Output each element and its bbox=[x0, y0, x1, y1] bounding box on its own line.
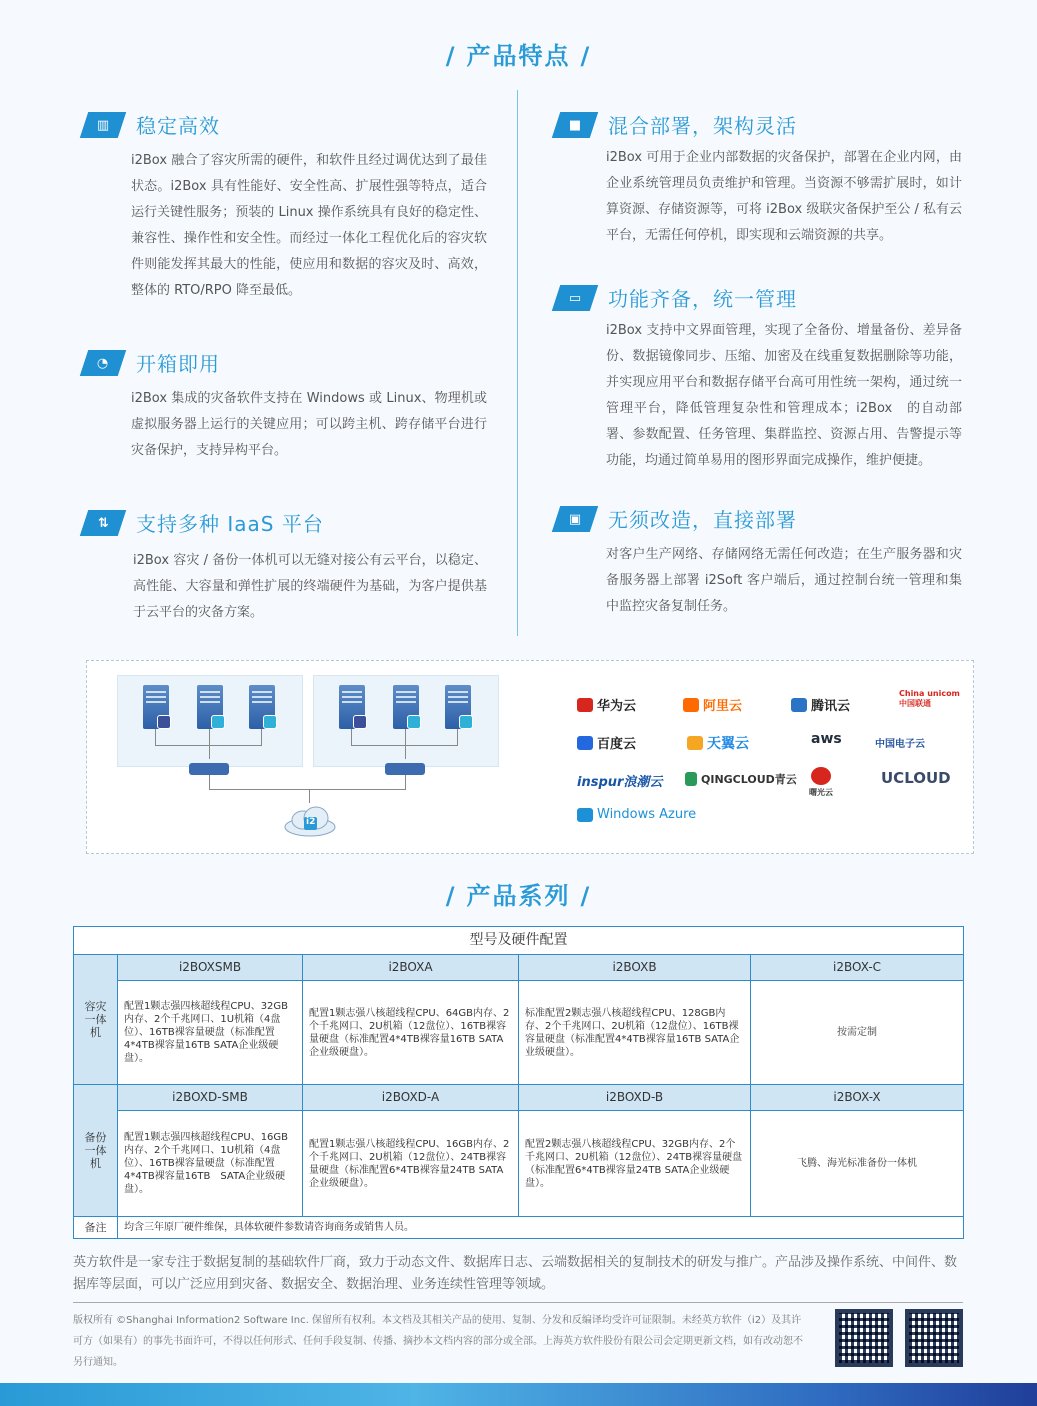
cloud-logo: 曙光云 bbox=[809, 767, 833, 798]
feature-body: i2Box 容灾 / 备份一体机可以无缝对接公有云平台，以稳定、高性能、大容量和弹性扩展的终端硬件为基础，为客户提供基于云平台的灾备方案。 bbox=[133, 553, 487, 620]
feature-heading-deploy bbox=[556, 504, 797, 533]
feature-heading-iaas bbox=[84, 508, 324, 537]
note-text: 均含三年原厂硬件维保，具体软硬件参数请咨询商务或销售人员。 bbox=[118, 1217, 964, 1239]
agent-badge-icon bbox=[407, 715, 421, 729]
agent-badge-icon bbox=[211, 715, 225, 729]
feature-title: 支持多种 IaaS 平台 bbox=[136, 512, 324, 536]
config-cell: 按需定制 bbox=[751, 981, 964, 1085]
table-title: 型号及硬件配置 bbox=[74, 927, 964, 955]
model-header: i2BOXD-SMB bbox=[118, 1085, 303, 1111]
category-cell: 备份 一体机 bbox=[74, 1085, 118, 1217]
cloud-logo: 中国电子云 bbox=[875, 739, 925, 750]
note-label: 备注 bbox=[74, 1217, 118, 1239]
category-cell: 容灾 一体机 bbox=[74, 955, 118, 1085]
model-header: i2BOX-X bbox=[751, 1085, 964, 1111]
transfer-icon: ⇅ bbox=[80, 510, 126, 536]
window-icon: ▭ bbox=[552, 285, 598, 311]
config-cell: 飞腾、海光标准备份一体机 bbox=[751, 1111, 964, 1217]
feature-body: 对客户生产网络、存储网络无需任何改造；在生产服务器和灾备服务器上部署 i2Soft 客户端后，通过控制台统一管理和集中监控灾备复制任务。 bbox=[606, 547, 962, 614]
bar-chart-icon: ▥ bbox=[80, 112, 126, 138]
cloud-logo: aws bbox=[811, 731, 842, 747]
bottom-color-bar bbox=[0, 1383, 1037, 1406]
config-cell: 配置1颗志强四核超线程CPU、32GB内存、2个千兆网口、1U机箱（4盘位）、16TB裸容量硬盘（标准配置4*4TB裸容量16TB SATA企业级硬盘）。 bbox=[118, 981, 303, 1085]
config-cell: 配置1颗志强八核超线程CPU、16GB内存、2个千兆网口、2U机箱（12盘位）、24TB裸容量硬盘（标准配置6*4TB裸容量24TB SATA企业级硬盘）。 bbox=[303, 1111, 519, 1217]
cloud-logo: 腾讯云 bbox=[791, 695, 850, 714]
agent-badge-icon bbox=[157, 715, 171, 729]
deploy-icon: ▣ bbox=[552, 506, 598, 532]
copyright-notice: 版权所有 ©Shanghai Information2 Software Inc. 保留所有权利。本文档及其相关产品的使用、复制、分发和反编译均受许可证限制。未经英方软件（i2）及其许可方（如果有）的事先书面许可，不得以任何形式、任何手段复制、传播、摘抄本文档内容的部分或全部。上海英方软件股份有限公司会定期更新文档，如有改动恕不另行通知。 bbox=[73, 1315, 803, 1368]
agent-badge-icon bbox=[459, 715, 473, 729]
switch-icon bbox=[189, 763, 229, 775]
config-cell: 配置1颗志强八核超线程CPU、64GB内存、2个千兆网口、2U机箱（12盘位）、16TB裸容量硬盘（标准配置4*4TB裸容量16TB SATA企业级硬盘）。 bbox=[303, 981, 519, 1085]
feature-heading-manage bbox=[556, 283, 797, 312]
feature-title: 开箱即用 bbox=[136, 352, 220, 376]
feature-heading-ready bbox=[84, 348, 220, 377]
model-header: i2BOXB bbox=[519, 955, 751, 981]
agent-badge-icon bbox=[353, 715, 367, 729]
config-cell: 配置1颗志强四核超线程CPU、16GB内存、2个千兆网口、1U机箱（4盘位）、16TB裸容量硬盘（标准配置4*4TB裸容量16TB SATA企业级硬盘）。 bbox=[118, 1111, 303, 1217]
cloud-label: i2 bbox=[306, 817, 316, 827]
feature-title: 功能齐备，统一管理 bbox=[608, 287, 797, 311]
feature-heading-stable bbox=[84, 110, 220, 139]
config-cell: 配置2颗志强八核超线程CPU、32GB内存、2个千兆网口、2U机箱（12盘位）、24TB裸容量硬盘（标准配置6*4TB裸容量24TB SATA企业级硬盘）。 bbox=[519, 1111, 751, 1217]
cloud-logo: 百度云 bbox=[577, 733, 636, 752]
feature-body: i2Box 融合了容灾所需的硬件，和软件且经过调优达到了最佳状态。i2Box 具有性能好、安全性高、扩展性强等特点，适合运行关键性服务；预装的 Linux 操作系统具有良好的稳定性、兼容性、操作性和安全性。而经过一体化工程优化后的容灾软件则能发挥其最大的性能，使应用和数据的容灾及时、高效，整体的 RTO/RPO 降至最低。 bbox=[131, 153, 487, 298]
architecture-diagram bbox=[86, 660, 974, 854]
cloud-logo: inspur浪潮云 bbox=[577, 775, 663, 790]
feature-title: 混合部署，架构灵活 bbox=[608, 114, 797, 138]
column-divider bbox=[517, 90, 518, 636]
cloud-logo: UCLOUD bbox=[881, 769, 951, 787]
model-header: i2BOXD-B bbox=[519, 1085, 751, 1111]
model-header: i2BOXSMB bbox=[118, 955, 303, 981]
qr-code-icon bbox=[835, 1309, 893, 1367]
model-header: i2BOXD-A bbox=[303, 1085, 519, 1111]
model-header: i2BOX-C bbox=[751, 955, 964, 981]
cloud-logo: China unicom中国联通 bbox=[899, 689, 960, 708]
cloud-logo: 阿里云 bbox=[683, 695, 742, 714]
model-header: i2BOXA bbox=[303, 955, 519, 981]
feature-body: i2Box 支持中文界面管理，实现了全备份、增量备份、差异备份、数据镜像同步、压缩、加密及在线重复数据删除等功能，并实现应用平台和数据存储平台高可用性统一架构，通过统一管理平台，降低管理复杂性和管理成本；i2Box 的自动部署、参数配置、任务管理、集群监控、资源占用、告警提示等功能，均通过简单易用的图形界面完成操作，维护便捷。 bbox=[606, 323, 962, 468]
company-intro: 英方软件是一家专注于数据复制的基础软件厂商，致力于动态文件、数据库日志、云端数据相关的复制技术的研发与推广。产品涉及操作系统、中间件、数据库等层面，可以广泛应用到灾备、数据安全、数据治理、业务连续性管理等领域。 bbox=[73, 1255, 958, 1292]
cloud-logo: 天翼云 bbox=[687, 733, 749, 753]
qr-code-icon bbox=[905, 1309, 963, 1367]
agent-badge-icon bbox=[263, 715, 277, 729]
features-section-title: / 产品特点 / bbox=[445, 42, 592, 70]
hybrid-icon: ■ bbox=[552, 112, 598, 138]
feature-heading-hybrid bbox=[556, 110, 797, 139]
feature-body: i2Box 可用于企业内部数据的灾备保护，部署在企业内网，由企业系统管理员负责维护和管理。当资源不够需扩展时，如计算资源、存储资源等，可将 i2Box 级联灾备保护至公 / 私有云平台，无需任何停机，即实现和云端资源的共享。 bbox=[606, 150, 962, 243]
switch-icon bbox=[385, 763, 425, 775]
cloud-logo: 华为云 bbox=[577, 695, 636, 714]
feature-body: i2Box 集成的灾备软件支持在 Windows 或 Linux、物理机或虚拟服务器上运行的关键应用；可以跨主机、跨存储平台进行灾备保护，支持异构平台。 bbox=[131, 391, 487, 458]
cloud-logo: QINGCLOUD青云 bbox=[685, 771, 797, 787]
feature-title: 无须改造，直接部署 bbox=[608, 508, 797, 532]
config-cell: 标准配置2颗志强八核超线程CPU、128GB内存、2个千兆网口、2U机箱（12盘位）、16TB裸容量硬盘（标准配置4*4TB裸容量16TB SATA企业级硬盘）。 bbox=[519, 981, 751, 1085]
footer-divider bbox=[73, 1302, 963, 1303]
i2-cloud-icon bbox=[283, 803, 337, 837]
clock-icon: ◔ bbox=[80, 350, 126, 376]
product-table bbox=[73, 926, 964, 1239]
cloud-logo: Windows Azure bbox=[577, 807, 696, 822]
feature-title: 稳定高效 bbox=[136, 114, 220, 138]
series-section-title: / 产品系列 / bbox=[445, 882, 592, 910]
